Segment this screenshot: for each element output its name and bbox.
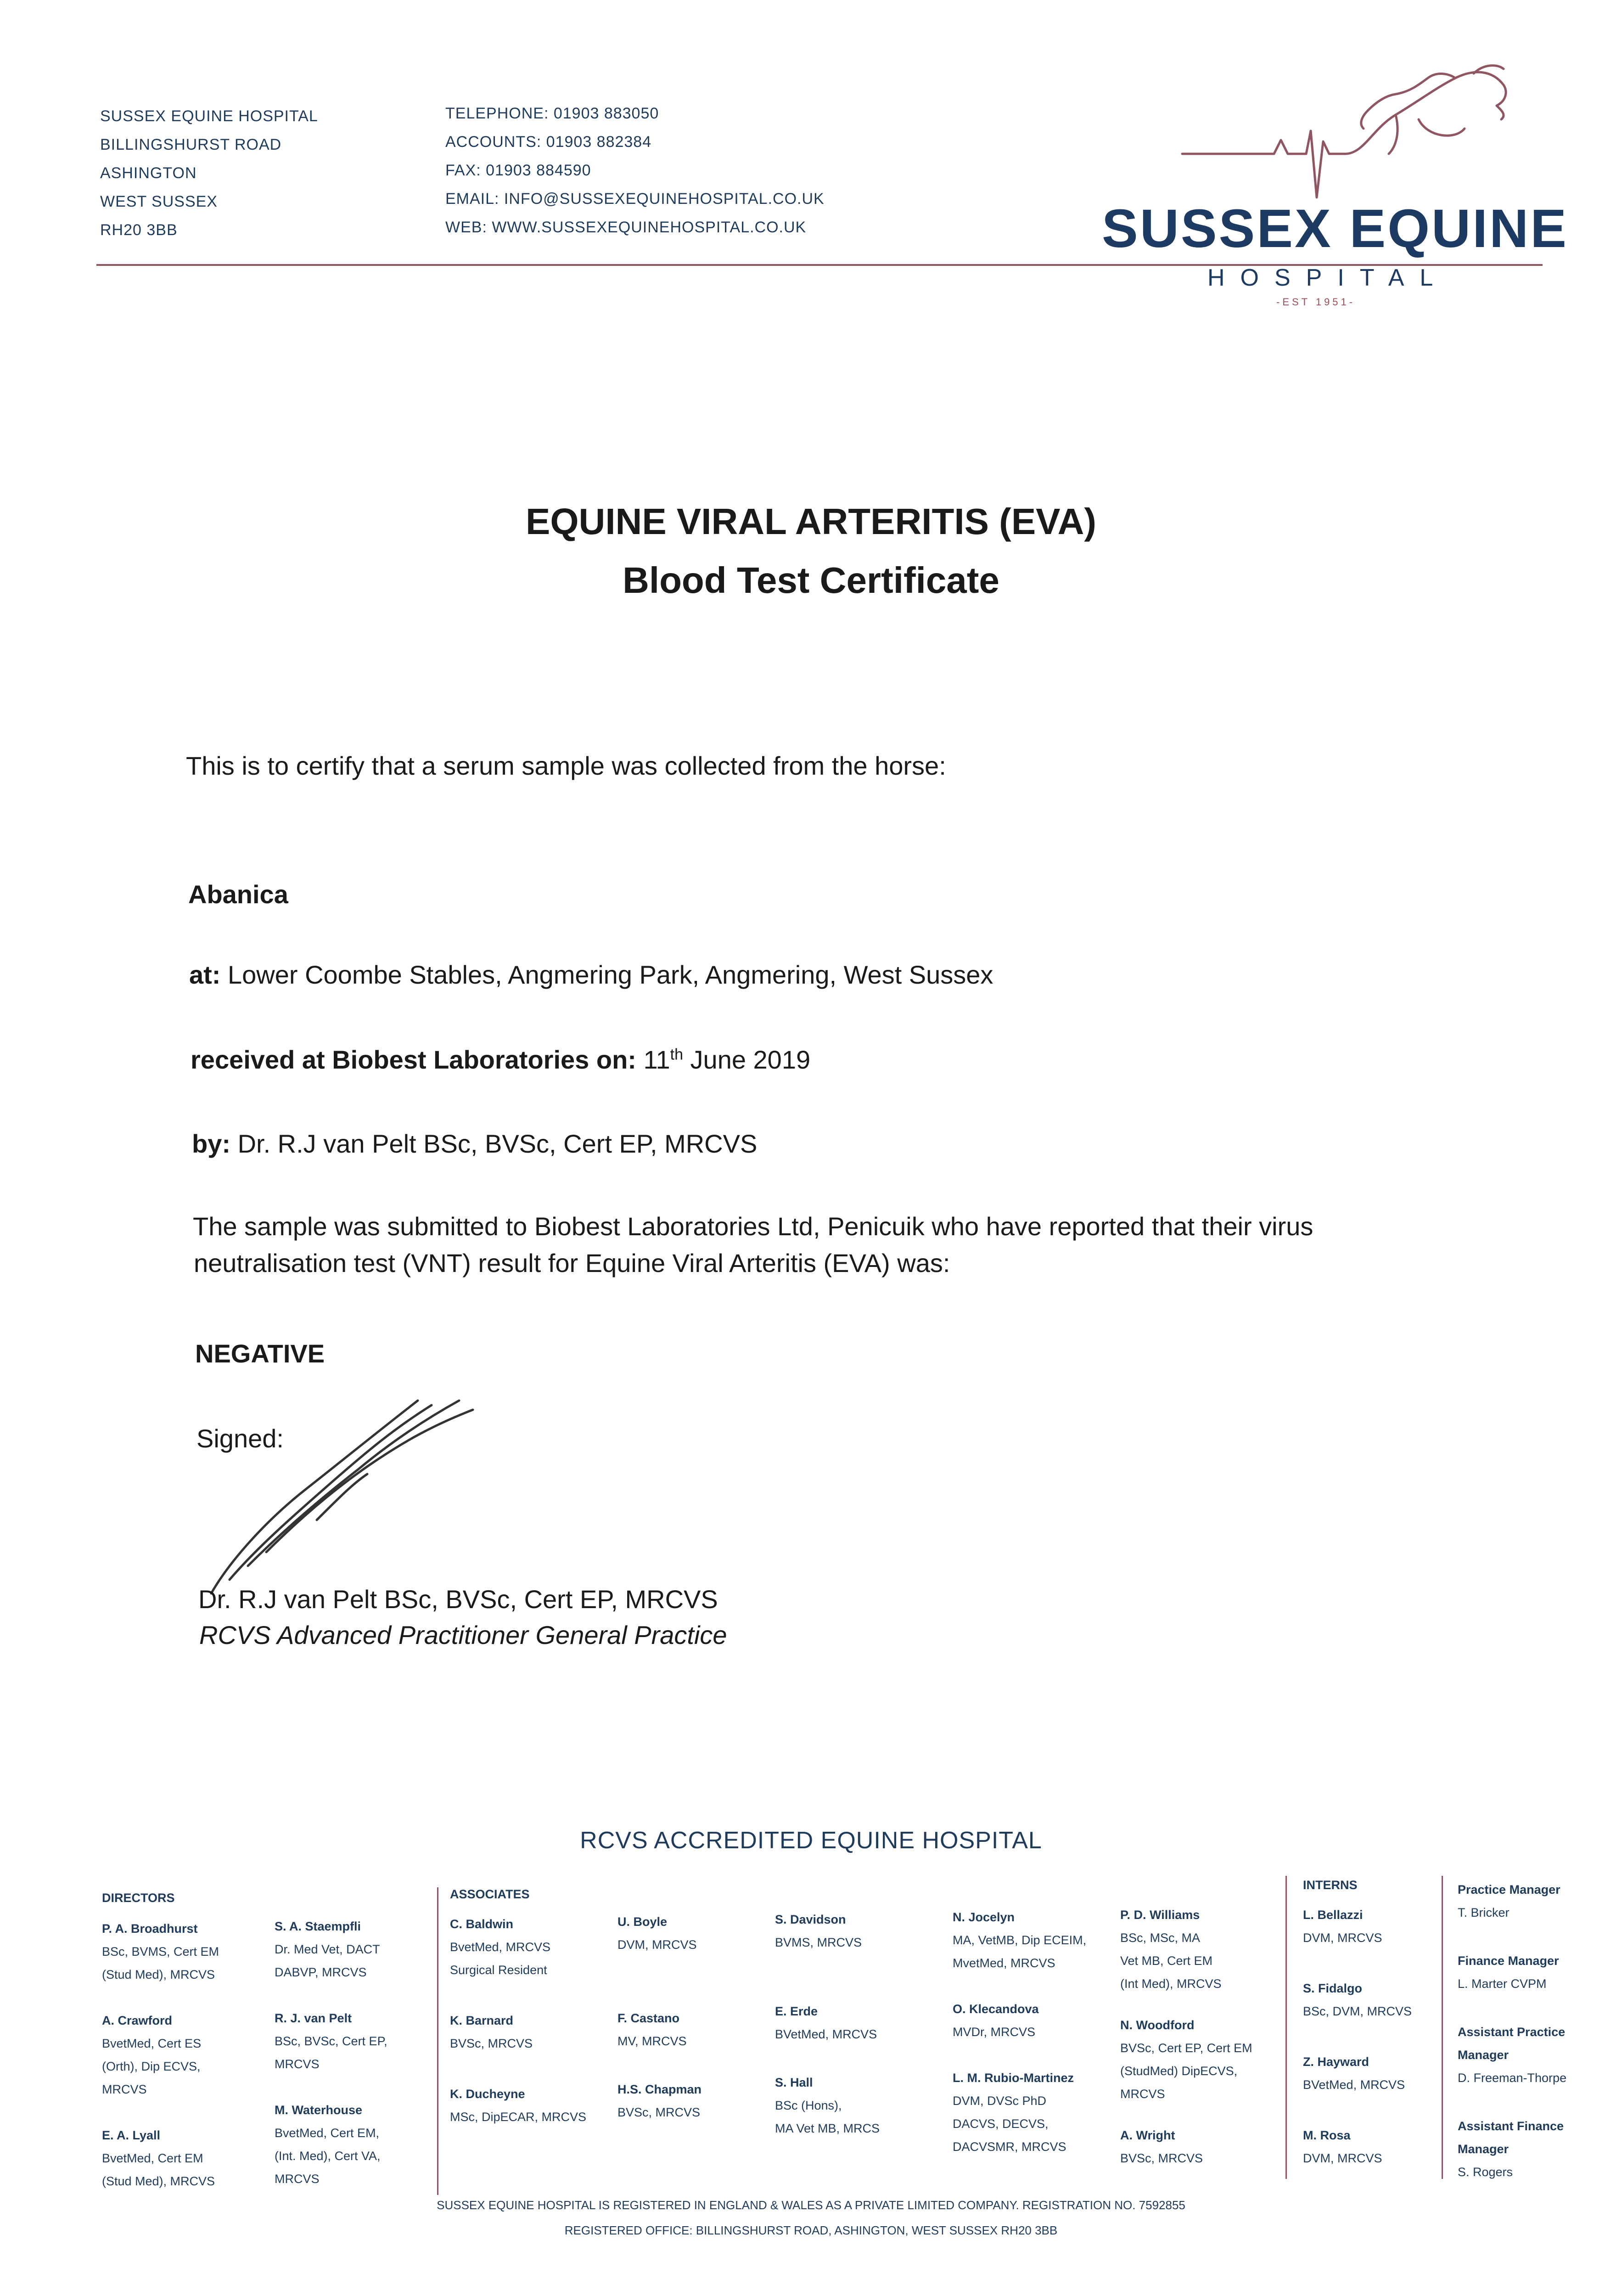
staff-quals: MRCVS bbox=[1120, 2087, 1165, 2101]
submission-text-line1: The sample was submitted to Biobest Laboratories Ltd, Penicuik who have reported that their virus bbox=[193, 1212, 1313, 1241]
staff-quals: BvetMed, MRCVS bbox=[450, 1940, 551, 1954]
logo-established: -EST 1951- bbox=[1276, 296, 1356, 308]
manager-name: D. Freeman-Thorpe bbox=[1458, 2071, 1567, 2085]
staff-member bbox=[450, 2009, 586, 2055]
page-subtitle: Blood Test Certificate bbox=[623, 560, 999, 601]
staff-name: N. Woodford bbox=[1120, 2018, 1195, 2032]
directors-column-2 bbox=[275, 1915, 387, 2190]
staff-name: M. Waterhouse bbox=[275, 2103, 363, 2117]
staff-quals: (Int. Med), Cert VA, bbox=[275, 2149, 381, 2163]
staff-member bbox=[102, 2124, 219, 2193]
staff-quals: Dr. Med Vet, DACT bbox=[275, 1942, 380, 1956]
manager-role: Manager bbox=[1458, 2048, 1509, 2062]
horse-ecg-logo-icon bbox=[1180, 60, 1515, 202]
staff-quals: DACVS, DECVS, bbox=[953, 2117, 1049, 2131]
directors-column-1 bbox=[102, 1917, 219, 2193]
logo-name: SUSSEX EQUINE bbox=[1102, 198, 1568, 259]
staff-name: U. Boyle bbox=[617, 1915, 668, 1929]
signer-title: RCVS Advanced Practitioner General Practice bbox=[199, 1621, 727, 1649]
associates-column-2 bbox=[617, 1910, 702, 2124]
manager-name: S. Rogers bbox=[1458, 2165, 1513, 2179]
collected-by-label: by: bbox=[192, 1129, 230, 1158]
fax: FAX: 01903 884590 bbox=[445, 162, 591, 179]
submission-text-line2: neutralisation test (VNT) result for Equine Viral Arteritis (EVA) was: bbox=[194, 1249, 950, 1277]
address-line: BILLINGSHURST ROAD bbox=[100, 136, 282, 153]
accreditation-banner: RCVS ACCREDITED EQUINE HOSPITAL bbox=[580, 1827, 1042, 1854]
location-value: Lower Coombe Stables, Angmering Park, Angmering, West Sussex bbox=[228, 960, 993, 989]
footer-divider bbox=[1285, 1876, 1287, 2179]
staff-member bbox=[1303, 2050, 1412, 2096]
hospital-contacts bbox=[445, 99, 825, 242]
staff-quals: DVM, MRCVS bbox=[1303, 2151, 1382, 2165]
staff-member bbox=[1303, 2124, 1412, 2170]
staff-quals: BvetMed, Cert EM bbox=[102, 2151, 203, 2165]
staff-member bbox=[775, 2000, 880, 2046]
staff-name: H.S. Chapman bbox=[617, 2082, 702, 2096]
staff-name: P. A. Broadhurst bbox=[102, 1922, 198, 1936]
staff-quals: BSc, BVMS, Cert EM bbox=[102, 1945, 219, 1958]
staff-quals: BSc (Hons), bbox=[775, 2099, 842, 2112]
staff-name: M. Rosa bbox=[1303, 2128, 1351, 2142]
registration-notice: SUSSEX EQUINE HOSPITAL IS REGISTERED IN ENGLAND & WALES AS A PRIVATE LIMITED COMPANY. REGISTRATION NO. 7592855 bbox=[437, 2198, 1185, 2212]
staff-quals: (Orth), Dip ECVS, bbox=[102, 2060, 201, 2073]
collected-by-line bbox=[192, 1129, 757, 1159]
staff-quals: DVM, MRCVS bbox=[617, 1938, 697, 1952]
staff-name: O. Klecandova bbox=[953, 2002, 1039, 2016]
manager-name: T. Bricker bbox=[1458, 1906, 1510, 1919]
management-column bbox=[1458, 1878, 1566, 2183]
staff-name: N. Jocelyn bbox=[953, 1910, 1015, 1924]
staff-quals: MV, MRCVS bbox=[617, 2034, 687, 2048]
interns-column bbox=[1303, 1903, 1412, 2170]
staff-member bbox=[1120, 1903, 1252, 1995]
staff-quals: MvetMed, MRCVS bbox=[953, 1956, 1055, 1970]
logo-sub: HOSPITAL bbox=[1207, 264, 1449, 291]
staff-name: P. D. Williams bbox=[1120, 1908, 1200, 1922]
staff-member bbox=[617, 2007, 702, 2053]
page-title: EQUINE VIRAL ARTERITIS (EVA) bbox=[525, 501, 1097, 542]
accounts-phone: ACCOUNTS: 01903 882384 bbox=[445, 133, 652, 151]
staff-member bbox=[617, 2078, 702, 2124]
staff-member bbox=[450, 1913, 586, 1981]
staff-quals: (Int Med), MRCVS bbox=[1120, 1977, 1222, 1991]
staff-quals: DVM, DVSc PhD bbox=[953, 2094, 1047, 2108]
staff-name: L. Bellazzi bbox=[1303, 1908, 1363, 1922]
directors-heading: DIRECTORS bbox=[102, 1891, 175, 1905]
registered-office: REGISTERED OFFICE: BILLINGSHURST ROAD, ASHINGTON, WEST SUSSEX RH20 3BB bbox=[564, 2223, 1058, 2237]
signer-name: Dr. R.J van Pelt BSc, BVSc, Cert EP, MRCVS bbox=[198, 1585, 718, 1614]
manager-name: L. Marter CVPM bbox=[1458, 1977, 1547, 1991]
staff-quals: BSc, MSc, MA bbox=[1120, 1931, 1201, 1945]
staff-name: S. A. Staempfli bbox=[275, 1919, 361, 1933]
staff-member bbox=[1303, 1903, 1412, 1949]
staff-name: E. Erde bbox=[775, 2004, 818, 2018]
staff-name: Z. Hayward bbox=[1303, 2055, 1369, 2069]
staff-member bbox=[450, 2082, 586, 2128]
staff-quals: BVetMed, MRCVS bbox=[775, 2027, 877, 2041]
received-day: 11 bbox=[643, 1045, 670, 1074]
staff-quals: BVSc, MRCVS bbox=[617, 2105, 701, 2119]
staff-member bbox=[617, 1910, 702, 1956]
test-result: NEGATIVE bbox=[195, 1339, 325, 1368]
staff-quals: (Stud Med), MRCVS bbox=[102, 1968, 215, 1981]
staff-quals: MA, VetMB, Dip ECEIM, bbox=[953, 1933, 1087, 1947]
staff-member bbox=[1120, 2014, 1252, 2105]
staff-quals: (Stud Med), MRCVS bbox=[102, 2174, 215, 2188]
received-line bbox=[191, 1045, 810, 1075]
signed-label: Signed: bbox=[196, 1424, 284, 1453]
manager-role: Assistant Practice bbox=[1458, 2025, 1566, 2039]
staff-name: K. Ducheyne bbox=[450, 2087, 525, 2101]
footer-divider bbox=[437, 1887, 438, 2195]
handwritten-signature bbox=[202, 1382, 487, 1603]
staff-member bbox=[102, 2009, 219, 2101]
staff-member bbox=[275, 2007, 387, 2076]
website: WEB: WWW.SUSSEXEQUINEHOSPITAL.CO.UK bbox=[445, 219, 807, 236]
manager-entry bbox=[1458, 2115, 1566, 2183]
associates-column-1 bbox=[450, 1913, 586, 2128]
address-line: ASHINGTON bbox=[100, 164, 197, 182]
received-month-year: June 2019 bbox=[690, 1045, 811, 1074]
staff-quals: MA Vet MB, MRCS bbox=[775, 2122, 880, 2135]
staff-quals: BVSc, MRCVS bbox=[450, 2037, 533, 2050]
address-line: RH20 3BB bbox=[100, 221, 178, 239]
staff-quals: MRCVS bbox=[275, 2172, 320, 2186]
staff-member bbox=[1120, 2124, 1252, 2170]
staff-name: K. Barnard bbox=[450, 2014, 514, 2027]
staff-member bbox=[953, 1906, 1086, 1975]
staff-member bbox=[775, 1908, 880, 1954]
staff-member bbox=[953, 1998, 1086, 2043]
staff-quals: Vet MB, Cert EM bbox=[1120, 1954, 1213, 1968]
staff-quals: Surgical Resident bbox=[450, 1963, 547, 1977]
manager-role: Manager bbox=[1458, 2142, 1509, 2156]
staff-quals: BVSc, Cert EP, Cert EM bbox=[1120, 2041, 1252, 2055]
staff-member bbox=[775, 2071, 880, 2140]
associates-column-3 bbox=[775, 1908, 880, 2140]
received-label: received at Biobest Laboratories on: bbox=[191, 1045, 636, 1074]
staff-name: S. Hall bbox=[775, 2076, 813, 2089]
staff-name: A. Crawford bbox=[102, 2014, 173, 2027]
manager-role: Assistant Finance bbox=[1458, 2119, 1564, 2133]
location-line bbox=[189, 960, 993, 990]
staff-quals: BvetMed, Cert EM, bbox=[275, 2126, 380, 2140]
staff-quals: BvetMed, Cert ES bbox=[102, 2037, 202, 2050]
manager-entry bbox=[1458, 1949, 1566, 1995]
intro-text: This is to certify that a serum sample was collected from the horse: bbox=[186, 751, 946, 780]
staff-name: A. Wright bbox=[1120, 2128, 1175, 2142]
collected-by-value: Dr. R.J van Pelt BSc, BVSc, Cert EP, MRCVS bbox=[237, 1129, 758, 1158]
received-date bbox=[643, 1045, 810, 1074]
staff-quals: BVetMed, MRCVS bbox=[1303, 2078, 1405, 2092]
received-day-suffix: th bbox=[670, 1046, 683, 1064]
staff-member bbox=[1303, 1977, 1412, 2023]
staff-quals: DABVP, MRCVS bbox=[275, 1965, 367, 1979]
staff-quals: (StudMed) DipECVS, bbox=[1120, 2064, 1238, 2078]
associates-column-5 bbox=[1120, 1903, 1252, 2170]
horse-name: Abanica bbox=[188, 880, 288, 909]
staff-quals: BSc, DVM, MRCVS bbox=[1303, 2004, 1412, 2018]
associates-column-4 bbox=[953, 1906, 1086, 2158]
staff-name: R. J. van Pelt bbox=[275, 2011, 352, 2025]
address-line: SUSSEX EQUINE HOSPITAL bbox=[100, 107, 318, 125]
location-label: at: bbox=[189, 960, 221, 989]
staff-member bbox=[275, 1915, 387, 1984]
staff-quals: MRCVS bbox=[275, 2057, 320, 2071]
staff-name: C. Baldwin bbox=[450, 1917, 514, 1931]
manager-role: Finance Manager bbox=[1458, 1954, 1559, 1968]
footer-divider bbox=[1442, 1876, 1443, 2179]
staff-member bbox=[102, 1917, 219, 1986]
staff-name: L. M. Rubio-Martinez bbox=[953, 2071, 1074, 2085]
staff-quals: DVM, MRCVS bbox=[1303, 1931, 1382, 1945]
staff-quals: MRCVS bbox=[102, 2082, 147, 2096]
staff-member bbox=[953, 2066, 1086, 2158]
telephone: TELEPHONE: 01903 883050 bbox=[445, 105, 659, 122]
staff-name: F. Castano bbox=[617, 2011, 680, 2025]
hospital-address bbox=[100, 102, 318, 244]
staff-quals: BVMS, MRCVS bbox=[775, 1936, 862, 1949]
manager-entry bbox=[1458, 1878, 1566, 1924]
staff-member bbox=[275, 2099, 387, 2190]
manager-entry bbox=[1458, 2020, 1566, 2089]
staff-name: S. Davidson bbox=[775, 1913, 846, 1926]
staff-quals: BVSc, MRCVS bbox=[1120, 2151, 1203, 2165]
email: EMAIL: INFO@SUSSEXEQUINEHOSPITAL.CO.UK bbox=[445, 190, 825, 208]
staff-quals: BSc, BVSc, Cert EP, bbox=[275, 2034, 387, 2048]
associates-heading: ASSOCIATES bbox=[450, 1887, 530, 1901]
staff-quals: MSc, DipECAR, MRCVS bbox=[450, 2110, 587, 2124]
staff-quals: DACVSMR, MRCVS bbox=[953, 2140, 1066, 2154]
address-line: WEST SUSSEX bbox=[100, 193, 218, 210]
interns-heading: INTERNS bbox=[1303, 1878, 1358, 1892]
staff-name: S. Fidalgo bbox=[1303, 1981, 1363, 1995]
staff-name: E. A. Lyall bbox=[102, 2128, 161, 2142]
staff-quals: MVDr, MRCVS bbox=[953, 2025, 1036, 2039]
manager-role: Practice Manager bbox=[1458, 1883, 1560, 1896]
